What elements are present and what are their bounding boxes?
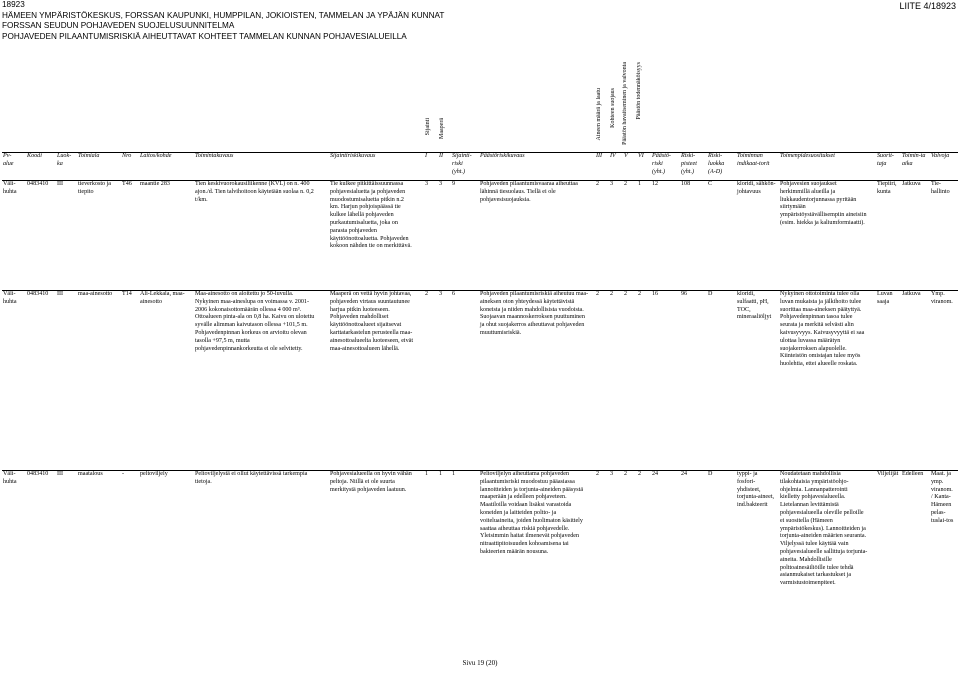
cell-koodi: 0483410 [27, 471, 49, 477]
header-line-4: POHJAVEDEN PILAANTUMISRISKIÄ AIHEUTTAVAT KOHTEET TAMMELAN KUNNAN POHJAVESIALUEILLA [2, 31, 407, 41]
cell-sijainti: Pohjavesialueella on hyvin vähän peltoja. Niillä ei ole suurta merkitystä pohjaveden laatuun. [330, 471, 412, 493]
col-sijaintiriski: Sijainti- riski (yht.) [452, 153, 472, 175]
cell-toteutusaika: Jatkuva [902, 291, 921, 297]
col-rot-maapera: Maaperä [439, 118, 445, 139]
cell-pv: Väli- huhta [3, 291, 17, 305]
cell-paasto: Peltoviljelyn aiheuttama pohjaveden pilaantumisriski muodostuu pääasiassa lannoitteiden ja torjunta-aineiden pääsystä maaperään ja edelleen pohjaveteen. Maatiloilla voidaan lisäksi varastoida koneiden ja laitteiden poltto- ja voiteluaineita, joiden huolimaton käsittely saattaa aiheuttaa riskiä pohjavedelle. Yleisimmin haitat ilmenevät pohjaveden nitraattipitoisuuden kohoamisena tai bakteerien määrän nousuna. [480, 471, 584, 555]
col-toteutusaika: Toimin-ta aika [902, 153, 926, 167]
cell-riskiluokka: D [708, 471, 713, 477]
cell-luokka: III [57, 471, 64, 477]
cell-suorittaja: Luvan saaja [877, 291, 893, 305]
cell-luokka: III [57, 181, 64, 187]
cell-sijainti: Tie kulkee pitkittäissuunnassa pohjavesialuetta ja pohjaveden muodostumisaluetta pitkin n.2 km. Harjun pohjoispäässä tie kulkee lähellä pohjaveden purkautumisaluetta, joka on parasta pohjaveden käyttöönottoaluetta. Pohjaveden kokoon nähden tie on merkittävä. [330, 181, 412, 250]
col-paastoriskikuvaus: Päästöriskikuvaus [480, 153, 525, 159]
cell-paasto: Pohjaveden pilaantumisriskiä aiheutuu maa- aineksen oton yhteydessä käytettävistä koneista ja niiden mahdollisista vuodoista. Suojaavan maannoskerroksen puuttuminen ja ohut suojakerros aiheuttavat pohjaveden muuttumisriskiä. [480, 291, 589, 336]
cell-toimiala: maa-ainesotto [78, 291, 113, 297]
page-number: Sivu 19 (20) [462, 659, 498, 667]
cell-iii: 2 [596, 181, 600, 187]
cell-valvoja: Ymp. viranom. [931, 291, 953, 305]
col-toimenpide: Toimenpidesuositukset [780, 153, 835, 159]
col-i: I [425, 153, 428, 159]
col-rot-sijainti: Sijainti [425, 118, 431, 136]
cell-iv: 3 [610, 471, 614, 477]
cell-toimenpide: Noudatetaan mahdollisia tilakohtaisia ympäristöohjo- ohjelmia. Lannanpatterointi kielletty pohjavesialueella. Lietelannan levittämistä pohjavesialueella oleville pelloille ei suositella (Hämeen ympäristökeskus). Lannoitteiden ja torjunta-aineiden määrien seuranta. Viljelyssä tulee käyttää vain pohjavesialueelle sallittuja torjunta- aineita. Mahdollisille polttoainesäiliöille tulee tehdä asianmukaiset tarkastukset ja varmistustoimenpiteet. [780, 471, 868, 587]
cell-vi: 1 [638, 181, 642, 187]
col-koodi: Koodi [27, 153, 42, 159]
cell-vi: 2 [638, 471, 642, 477]
header-line-3: FORSSAN SEUDUN POHJAVEDEN SUOJELUSUUNNITELMA [2, 21, 235, 31]
col-suorittaja: Suorit- taja [877, 153, 894, 167]
cell-v: 2 [624, 181, 628, 187]
cell-toimintakuvaus: Tien keskivuorokausiliikenne (KVL) on n. 400 ajon./d. Tien talvihoitoon käytetään suolaa n. 0,2 t/km. [195, 181, 314, 203]
cell-luokka: III [57, 291, 64, 297]
col-luokka: Luok- ka [57, 153, 72, 167]
cell-paastoriski: 12 [652, 181, 659, 187]
cell-toimintakuvaus: Maa-ainesotto on aloitettu jo 50-luvulla. Nykyinen maa-aineslupa on voimassa v. 2001- 2006 kokonaisottomäärän ollessa 4 000 m³. Ottoalueen pinta-ala on 0,8 ha. Kaivu on ulotettu syvälle alimman kaivutason ollessa +101,5 m. Pohjavedenpinnan korkeus on arvioitu olevan tasolla +97,5 m, mutta pohjavedenpinnankorkeutta ei ole selvitetty. [195, 291, 315, 352]
col-paastoriski: Päästö- riski (yht.) [652, 153, 671, 175]
cell-iii: 2 [596, 291, 600, 297]
cell-toteutusaika: Jatkuva [902, 181, 921, 187]
cell-toimiala: maatalous [78, 471, 103, 477]
col-iv: IV [610, 153, 616, 159]
cell-riskipisteet: 108 [681, 181, 691, 187]
col-nro: Nro [122, 153, 132, 159]
cell-nro: T14 [122, 291, 132, 297]
col-rot-kohteen-suojaus: Kohteen suojaus [610, 88, 616, 128]
cell-paasto: Pohjaveden pilaantumisvaaraa aiheuttaa lähinnä tiesuolaus. Tiellä ei ole pohjavesisuojauksia. [480, 181, 578, 203]
cell-nro: T46 [122, 181, 132, 187]
cell-i: 3 [425, 181, 429, 187]
cell-iii: 2 [596, 471, 600, 477]
cell-koodi: 0483410 [27, 181, 49, 187]
cell-iv: 3 [610, 181, 614, 187]
cell-sijaintiriski: 9 [452, 181, 456, 187]
col-riskiluokka: Riski- luokka (A-D) [708, 153, 725, 175]
cell-indikaattorit: kloridi, sähkön- johtavuus [737, 181, 776, 195]
cell-sijaintiriski: 6 [452, 291, 456, 297]
cell-laitos: Ali-Lekkala, maa- ainesotto [140, 291, 185, 305]
col-rot-havaitseminen: Päästön havaitseminen ja valvonta [622, 62, 628, 145]
cell-i: 2 [425, 291, 429, 297]
col-pv-alue: Pv- alue [3, 153, 14, 167]
cell-sijaintiriski: 1 [452, 471, 456, 477]
col-toimiala: Toimiala [78, 153, 100, 159]
cell-v: 2 [624, 471, 628, 477]
cell-koodi: 0483410 [27, 291, 49, 297]
cell-ii: 3 [439, 291, 443, 297]
cell-toteutusaika: Edelleen [902, 471, 924, 477]
col-indikaattorit: Toiminnan indikaat-torit [737, 153, 770, 167]
cell-toimenpide: Nykyinen ottotoiminta tulee olla luvan mukaista ja jälkihoito tulee suorittaa maa-aineksen päätyttyä. Pohjavedenpinnan tasoa tulee seurata ja merkitä selvästi alin kaivusyvyys. Kaivusyvyyttä ei saa ulottaa luvassa määrätyn suojakerroksen alapuolelle. Kiinteistön omistajan tulee myös huolehtia, ettei alueelle roskata. [780, 291, 865, 368]
col-rot-todennakoisyys: Päästön todennäköisyys [636, 62, 642, 120]
cell-pv: Väli- huhta [3, 181, 17, 195]
cell-i: 1 [425, 471, 429, 477]
cell-ii: 1 [439, 471, 443, 477]
cell-riskiluokka: D [708, 291, 713, 297]
cell-v: 2 [624, 291, 628, 297]
col-valvoja: Valvoja [931, 153, 950, 159]
cell-ii: 3 [439, 181, 443, 187]
col-riskipisteet: Riski- pisteet (yht.) [681, 153, 697, 175]
cell-paastoriski: 24 [652, 471, 659, 477]
cell-riskiluokka: C [708, 181, 713, 187]
col-laitos: Laitos/kohde [140, 153, 172, 159]
col-iii: III [596, 153, 603, 159]
cell-suorittaja: Tiepiiri, kunta [877, 181, 897, 195]
cell-suorittaja: Viljelijät [877, 471, 899, 477]
cell-indikaattorit: typpi- ja fosfori- yhdisteet, torjunta-aineet, ind.bakteerit [737, 471, 775, 509]
cell-toimiala: tieverkosto ja tiepito [78, 181, 111, 195]
cell-laitos: peltoviljely [140, 471, 168, 477]
cell-iv: 2 [610, 291, 614, 297]
appendix-label: LIITE 4/18923 [899, 1, 956, 11]
col-sijaintikuvaus: Sijaintiriskikuvaus [330, 153, 376, 159]
cell-laitos: maantie 283 [140, 181, 170, 187]
cell-pv: Väli- huhta [3, 471, 17, 485]
col-vi: VI [638, 153, 644, 159]
col-rot-aineen-maara: Aineen määrä ja laatu [596, 88, 602, 141]
document-header [2, 0, 444, 42]
col-toimintakuvaus: Toimintakuvaus [195, 153, 234, 159]
cell-paastoriski: 16 [652, 291, 659, 297]
cell-riskipisteet: 24 [681, 471, 688, 477]
col-ii: II [439, 153, 444, 159]
cell-toimintakuvaus: Peltoviljelystä ei ollut käytettävissä tarkempia tietoja. [195, 471, 308, 485]
header-line-2: HÄMEEN YMPÄRISTÖKESKUS, FORSSAN KAUPUNKI, HUMPPILAN, JOKIOISTEN, TAMMELAN JA YPÄJÄN KUNNAT [2, 10, 445, 20]
cell-vi: 2 [638, 291, 642, 297]
cell-indikaattorit: kloridi, sulfaatti, pH, TOC, mineraaliöljyt [737, 291, 772, 321]
cell-riskipisteet: 96 [681, 291, 688, 297]
cell-valvoja: Maat. ja ymp. viranom. / Kanta- Hämeen pelas- tuslai-tos [931, 471, 954, 524]
cell-nro: - [122, 471, 125, 477]
col-v: V [624, 153, 628, 159]
cell-toimenpide: Pohjavesien suojaukset herkimmillä alueilla ja liukkaudentorjunnassa pyritään siirtymään ympäristöystävällisempiin aineisiin (esim. hiekka ja kaliumformiaatti). [780, 181, 867, 226]
cell-valvoja: Tie- hallinto [931, 181, 950, 195]
header-line-1: 18923 [2, 0, 25, 9]
cell-sijainti: Maaperä on vettä hyvin johtavaa, pohjaveden virtaus suuntautunee harjua pitkin luoteeseen. Pohjaveden mahdolliset käyttöönottoalueet sijaitsevat karttatarkastelun perusteella maa- ainesottoalueelta luoteeseen, eivät maa-ainesottoalueen lähellä. [330, 291, 414, 352]
